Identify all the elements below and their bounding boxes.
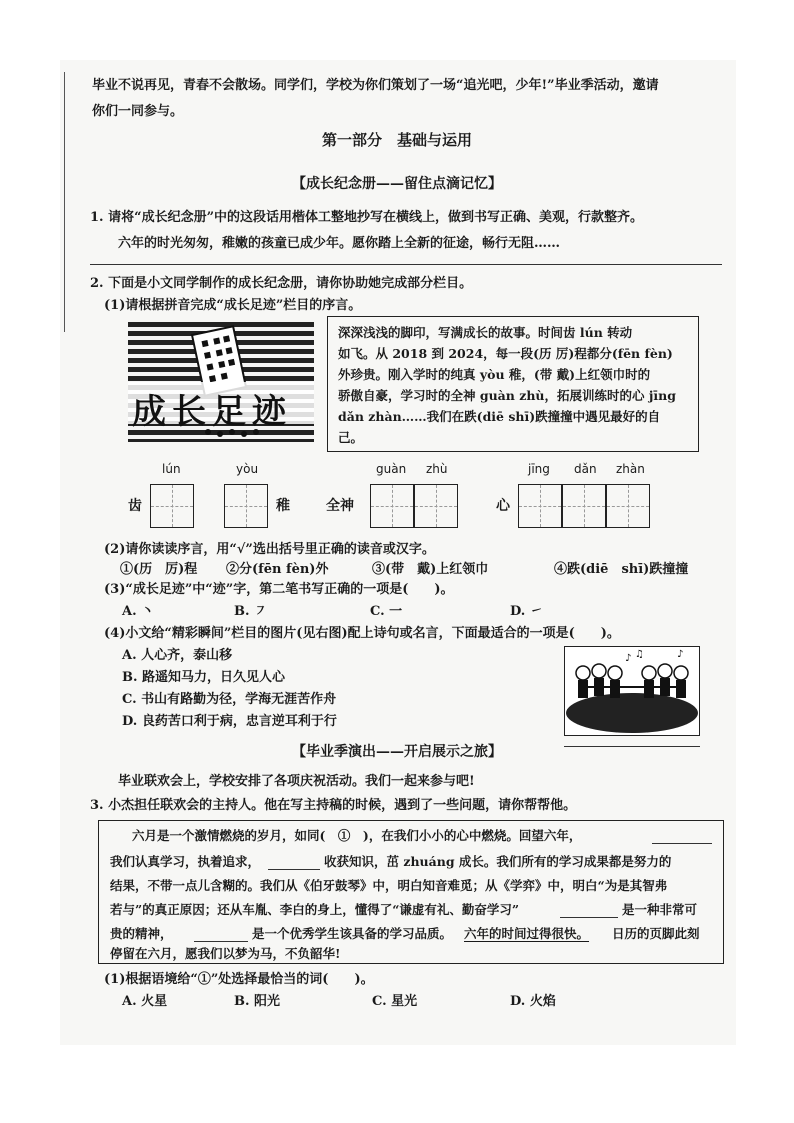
svg-text:♪: ♪	[625, 653, 632, 664]
section2-intro: 毕业联欢会上，学校安排了各项庆祝活动。我们一起来参与吧!	[118, 774, 475, 789]
intro-line-1: 毕业不说再见，青春不会散场。同学们，学校为你们策划了一场“追光吧，少年!”毕业季活动，邀请	[92, 78, 659, 93]
grid-lun[interactable]	[150, 484, 194, 528]
pinyin-zhu: zhù	[426, 462, 448, 476]
script-line-5c: 日历的页脚此刻	[612, 926, 700, 941]
grid-jing[interactable]	[518, 484, 562, 528]
q3-sub1: (1)根据语境给“①”处选择最恰当的词( )。	[104, 972, 374, 987]
preface-line-1: 深深浅浅的脚印，写满成长的故事。时间齿 lún 转动	[338, 325, 633, 340]
script-line-5a: 贵的精神，	[110, 926, 173, 941]
growth-footprint-image	[128, 322, 314, 442]
preface-line-5: dǎn zhàn……我们在跌(diē shī)跌撞撞中遇见最好的自	[338, 409, 661, 424]
section2-title: 【毕业季演出——开启展示之旅】	[292, 744, 502, 760]
q2-text: 2. 下面是小文同学制作的成长纪念册，请你协助她完成部分栏目。	[90, 276, 473, 291]
q2-sub3: (3)“成长足迹”中“迹”字，第二笔书写正确的一项是( )。	[104, 582, 454, 597]
sub4-option-b[interactable]: B. 路遥知马力，日久见人心	[122, 670, 286, 685]
script-line-4a: 若与”的真正原因；还从车胤、李白的身上，懂得了“谦虚有礼、勤奋学习”	[110, 902, 520, 917]
pinyin-dan: dǎn	[574, 462, 597, 476]
char-zhi: 稚	[276, 498, 290, 514]
grid-you[interactable]	[224, 484, 268, 528]
svg-text:♫: ♫	[635, 649, 644, 660]
script-line-2a: 我们认真学习，执着追求，	[110, 854, 261, 869]
script-line-2b: 收获知识，茁 zhuáng 成长。我们所有的学习成果都是努力的	[324, 854, 672, 869]
pinyin-zhan: zhàn	[616, 462, 645, 476]
preface-line-2: 如飞。从 2018 到 2024，每一段(历 厉)程都分(fēn fèn)	[338, 346, 673, 361]
q2-sub2: (2)请你读读序言，用“√”选出括号里正确的读音或汉字。	[104, 542, 435, 557]
script-line-5-underlined: 六年的时间过得很快。	[464, 926, 590, 941]
q1-text: 1. 请将“成长纪念册”中的这段话用楷体工整地抄写在横线上，做到书写正确、美观，行款整齐。	[90, 210, 644, 225]
svg-text:♪: ♪	[677, 649, 684, 660]
char-chi: 齿	[128, 498, 142, 514]
q3-text: 3. 小杰担任联欢会的主持人。他在写主持稿的时候，遇到了一些问题，请你帮帮他。	[90, 798, 577, 813]
q3-option-b[interactable]: B. 阳光	[234, 994, 281, 1009]
char-quanshen: 全神	[326, 498, 354, 514]
q3-option-d[interactable]: D. 火焰	[510, 994, 556, 1009]
sub2-item-3[interactable]: ③(带 戴)上红领巾	[372, 562, 489, 577]
char-xin: 心	[496, 498, 510, 514]
script-line-4b: 是一种非常可	[622, 902, 698, 917]
tug-of-war-image	[564, 646, 700, 736]
blank-2[interactable]	[268, 869, 320, 870]
q2-sub4: (4)小文给“精彩瞬间”栏目的图片(见右图)配上诗句或名言，下面最适合的一项是( )。	[104, 626, 620, 641]
q1-passage: 六年的时光匆匆，稚嫩的孩童已成少年。愿你踏上全新的征途，畅行无阻……	[118, 236, 561, 251]
preface-line-3: 外珍贵。刚入学时的纯真 yòu 稚，(带 戴)上红领巾时的	[338, 367, 651, 382]
blank-3[interactable]	[560, 917, 618, 918]
sub2-item-2[interactable]: ②分(fēn fèn)外	[226, 562, 329, 577]
grid-guan[interactable]	[370, 484, 414, 528]
sub4-option-a[interactable]: A. 人心齐，泰山移	[122, 648, 233, 663]
script-line-5b: 是一个优秀学生该具备的学习品质。	[252, 926, 453, 941]
image-caption: 成长足迹	[132, 392, 292, 432]
pinyin-jing: jīng	[528, 462, 550, 476]
script-line-1: 六月是一个激情燃烧的岁月，如同( ① )，在我们小小的心中燃烧。回望六年，	[132, 828, 582, 843]
sub3-option-b[interactable]: B. ㇇	[234, 604, 268, 619]
pinyin-lun: lún	[162, 462, 181, 476]
preface-line-6: 己。	[338, 430, 364, 445]
grid-dan[interactable]	[562, 484, 606, 528]
page-edge-line	[64, 72, 65, 332]
q2-sub1: (1)请根据拼音完成“成长足迹”栏目的序言。	[104, 298, 362, 313]
section1-title: 【成长纪念册——留住点滴记忆】	[292, 176, 502, 192]
sub3-option-c[interactable]: C. 一	[370, 604, 403, 619]
pinyin-you: yòu	[236, 462, 259, 476]
q1-answer-line[interactable]	[90, 264, 722, 265]
intro-line-2: 你们一同参与。	[92, 104, 184, 119]
sub4-option-d[interactable]: D. 良药苦口利于病，忠言逆耳利于行	[122, 714, 337, 729]
part-title: 第一部分 基础与运用	[321, 131, 472, 149]
grid-zhan[interactable]	[606, 484, 650, 528]
preface-line-4: 骄傲自豪，学习时的全神 guàn zhù，拓展训练时的心 jīng	[338, 388, 676, 403]
sub3-option-a[interactable]: A. 丶	[122, 604, 155, 619]
script-line-3: 结果，不带一点儿含糊的。我们从《伯牙鼓琴》中，明白知音难觅；从《学弈》中，明白“为是其智弗	[110, 878, 668, 893]
grid-zhu[interactable]	[414, 484, 458, 528]
pinyin-guan: guàn	[376, 462, 407, 476]
q3-option-a[interactable]: A. 火星	[122, 994, 168, 1009]
blank-1[interactable]	[652, 843, 712, 844]
blank-4[interactable]	[194, 941, 248, 942]
sub2-item-1[interactable]: ①(历 厉)程	[120, 562, 198, 577]
sub4-option-c[interactable]: C. 书山有路勤为径，学海无涯苦作舟	[122, 692, 337, 707]
q3-option-c[interactable]: C. 星光	[372, 994, 418, 1009]
sub3-option-d[interactable]: D. ㇀	[510, 604, 543, 619]
script-line-6: 停留在六月，愿我们以梦为马，不负韶华!	[110, 946, 341, 961]
sub2-item-4[interactable]: ④跌(diē shī)跌撞撞	[554, 562, 689, 577]
